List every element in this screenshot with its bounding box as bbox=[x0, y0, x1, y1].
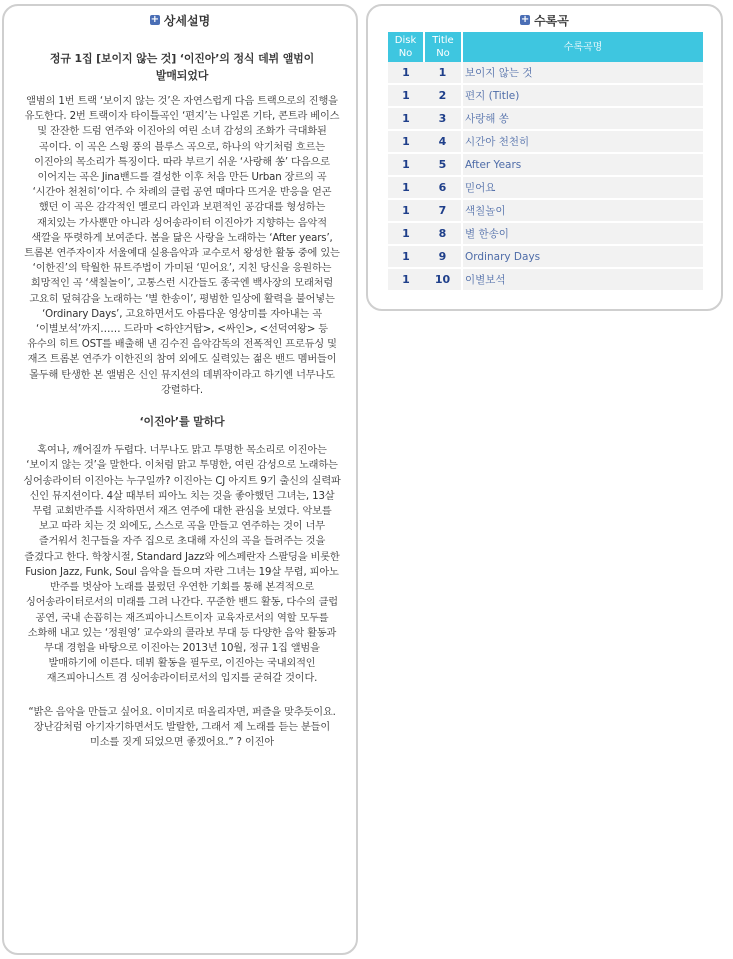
description-panel bbox=[2, 4, 358, 955]
track-number: 2 bbox=[424, 84, 462, 107]
track-number: 9 bbox=[424, 245, 462, 268]
track-name-link[interactable]: 편지 (Title) bbox=[462, 84, 703, 107]
description-header bbox=[4, 10, 356, 30]
artist-description-paragraph: 혹여나, 깨어질까 두렵다. 너무나도 맑고 투명한 목소리로 이진아는 ‘보이지 않는 것’을 말한다. 이처럼 맑고 투명한, 여린 감성으로 노래하는 싱어송라이터 이진아는 누구일까? 이진아는 CJ 아지트 9기 출신의 실력파 신인 뮤지션이다. 4살 때부터 피아노 치는 것을 좋아했던 그녀는, 13살 무렵 교회반주를 시작하면서 재즈 연주에 대한 관심을 보였다. 악보를 보고 따라 치는 것 외에도, 스스로 곡을 만들고 연주하는 것이 너무 즐거워서 친구들을 자주 집으로 초대해 자신의 곡을 들려주는 것을 즐겼다고 한다. 학창시절, Standard Jazz와 에스페란자 스팔딩을 비롯한 Fusion Jazz, Funk, Soul 음악을 들으며 자란 그녀는 19살 무렵, 피아노 반주를 벗삼아 노래를 불렀던 우연한 기회를 통해 본격적으로 싱어송라이터로서의 미래를 그려 나간다. 꾸준한 밴드 활동, 다수의 클럽 공연, 국내 손꼽히는 재즈피아니스트이자 교육자로서의 역할 모두를 소화해 내고 있는 ‘정원영’ 교수와의 콜라보 무대 등 다양한 음악 활동과 무대 경험을 바탕으로 이진아는 2013년 10월, 정규 1집 앨범을 발매하기에 이른다. 데뷔 활동을 필두로, 이진아는 국내외적인 재즈피아니스트 겸 싱어송라이터로서의 입지를 굳혀갈 것이다. bbox=[23, 445, 341, 685]
disk-number: 1 bbox=[388, 222, 424, 245]
table-row bbox=[388, 176, 703, 199]
plus-icon: + bbox=[520, 14, 530, 25]
track-name-link[interactable]: Ordinary Days bbox=[462, 245, 703, 268]
track-number: 4 bbox=[424, 130, 462, 153]
disk-number: 1 bbox=[388, 107, 424, 130]
track-name-link[interactable]: 사랑해 쏭 bbox=[462, 107, 703, 130]
table-row bbox=[388, 130, 703, 153]
track-number: 6 bbox=[424, 176, 462, 199]
table-row bbox=[388, 222, 703, 245]
table-row bbox=[388, 245, 703, 268]
table-row bbox=[388, 268, 703, 291]
album-headline: 정규 1집 [보이지 않는 것] ‘이진아’의 정식 데뷔 앨범이 발매되었다 bbox=[49, 52, 315, 82]
disk-number: 1 bbox=[388, 268, 424, 291]
album-description-paragraph: 앨범의 1번 트랙 ‘보이지 않는 것’은 자연스럽게 다음 트랙으로의 진행을 유도한다. 2번 트랙이자 타이틀곡인 ‘편지’는 나일론 기타, 콘트라 베이스 및 잔잔한 드럼 연주와 이진아의 여린 소녀 감성의 조화가 극대화된 곡이다. 이 곡은 스윙 풍의 블루스 곡으로, 하나의 악기처럼 흐르는 이진아의 목소리가 특징이다. 따라 부르기 쉬운 ‘사랑해 쏭’ 다음으로 이어지는 곡은 Jina밴드를 결성한 이후 처음 만든 Urban 장르의 곡 ‘시간아 천천히’이다. 수 차례의 클럽 공연 때마다 뜨거운 반응을 얻곤 했던 이 곡은 감각적인 멜로디 라인과 보편적인 공감대를 형성하는 재치있는 가사뿐만 아니라 싱어송라이터 이진아가 지향하는 음악적 색깔을 뚜렷하게 보여준다. 봄을 닮은 사랑을 노래하는 ‘After years’, 트롬본 연주자이자 서울예대 실용음악과 교수로서 왕성한 활동 중에 있는 ‘이한진’의 탁월한 뮤트주법이 가미된 ‘믿어요’, 지친 당신을 응원하는 희망적인 곡 ‘색칠놀이’, 고통스런 시간들도 종국엔 백사장의 모래처럼 고요히 덮혀감을 노래하는 ‘별 한송이’, 평범한 일상에 활력을 불어넣는 ‘Ordinary Days’, 고요하면서도 아름다운 영상미를 자아내는 곡 ‘이별보석’까지…… 드라마 <하얀거탑>, <싸인>, <선덕여왕> 등 유수의 히트 OST를 배출해 낸 김수진 음악감독의 전폭적인 프로듀싱 및 재즈 트롬본 연주가 이한진의 참여 외에도 실력있는 젊은 밴드 멤버들이 몰두해 탄생한 본 앨범은 신인 뮤지션의 데뷔작이라고 하기엔 너무나도 강렬하다. bbox=[24, 96, 340, 396]
artist-subheading: ‘이진아’를 말하다 bbox=[139, 415, 225, 429]
artist-quote: “밝은 음악을 만들고 싶어요. 이미지로 떠올리자면, 퍼즐을 맞추듯이요. 장난감처럼 아기자기하면서도 발랄한, 그래서 제 노래를 듣는 분들이 미소를 짓게 되었으면 좋겠어요.” ? 이진아 bbox=[28, 706, 336, 748]
description-title: 상세설명 bbox=[163, 13, 211, 28]
disk-number: 1 bbox=[388, 176, 424, 199]
track-name-link[interactable]: 색칠놀이 bbox=[462, 199, 703, 222]
column-header-disk-no: Disk No bbox=[388, 32, 424, 62]
track-number: 5 bbox=[424, 153, 462, 176]
track-name-link[interactable]: 보이지 않는 것 bbox=[462, 62, 703, 84]
track-list-title: 수록곡 bbox=[534, 13, 569, 28]
table-row bbox=[388, 199, 703, 222]
table-row bbox=[388, 107, 703, 130]
track-list-header bbox=[368, 10, 721, 30]
disk-number: 1 bbox=[388, 84, 424, 107]
track-number: 1 bbox=[424, 62, 462, 84]
track-list-panel bbox=[366, 4, 723, 311]
disk-number: 1 bbox=[388, 62, 424, 84]
track-name-link[interactable]: 시간아 천천히 bbox=[462, 130, 703, 153]
table-row bbox=[388, 153, 703, 176]
disk-number: 1 bbox=[388, 153, 424, 176]
track-table-header-row bbox=[388, 32, 703, 62]
track-name-link[interactable]: 별 한송이 bbox=[462, 222, 703, 245]
track-number: 8 bbox=[424, 222, 462, 245]
track-table bbox=[388, 32, 703, 292]
disk-number: 1 bbox=[388, 199, 424, 222]
track-number: 7 bbox=[424, 199, 462, 222]
track-name-link[interactable]: 이별보석 bbox=[462, 268, 703, 291]
track-table-body bbox=[388, 62, 703, 291]
track-name-link[interactable]: 믿어요 bbox=[462, 176, 703, 199]
disk-number: 1 bbox=[388, 130, 424, 153]
plus-icon: + bbox=[150, 14, 159, 25]
track-number: 3 bbox=[424, 107, 462, 130]
column-header-track-name: 수록곡명 bbox=[462, 32, 703, 62]
table-row bbox=[388, 62, 703, 84]
track-name-link[interactable]: After Years bbox=[462, 153, 703, 176]
description-body bbox=[22, 50, 342, 750]
table-row bbox=[388, 84, 703, 107]
disk-number: 1 bbox=[388, 245, 424, 268]
track-number: 10 bbox=[424, 268, 462, 291]
column-header-title-no: Title No bbox=[424, 32, 462, 62]
